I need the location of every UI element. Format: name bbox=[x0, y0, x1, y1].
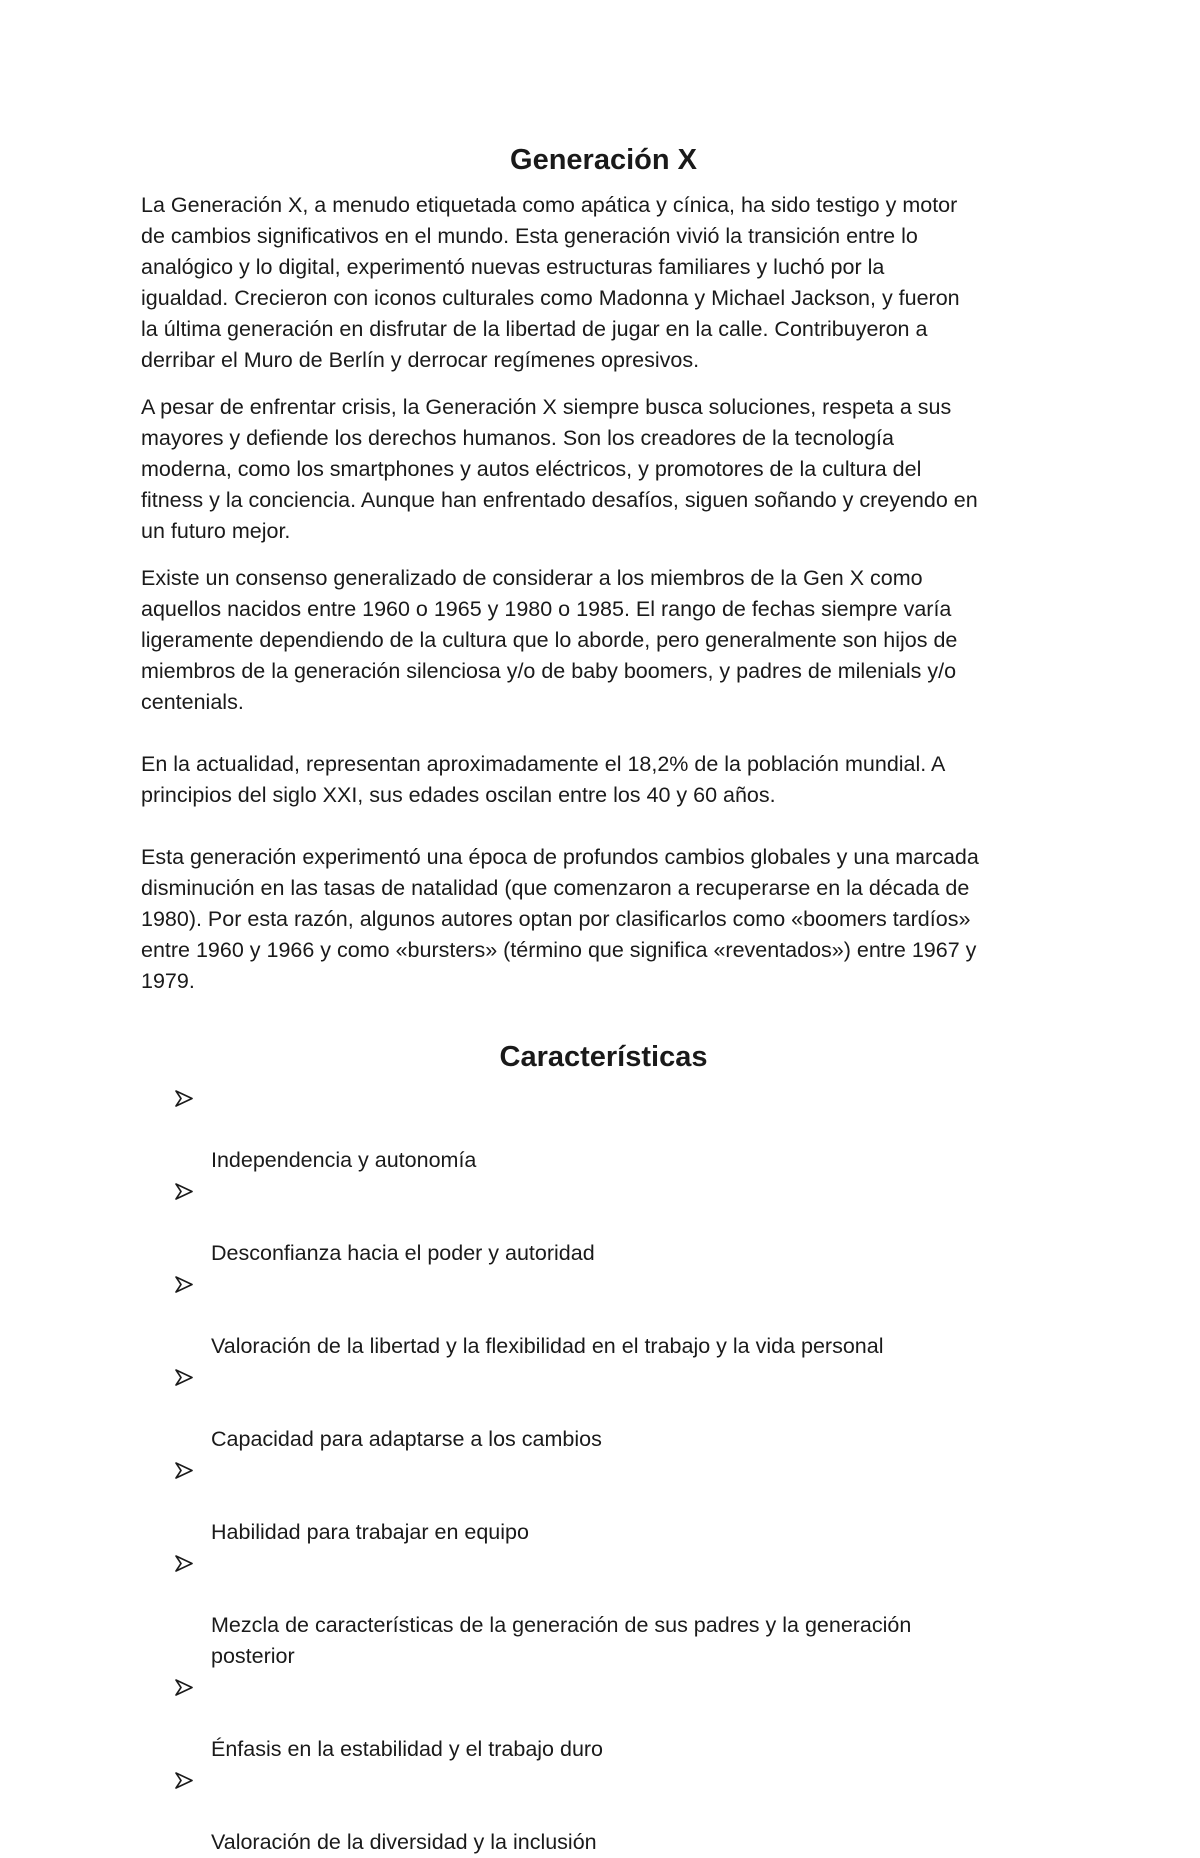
document-title: Generación X bbox=[510, 144, 697, 176]
list-item bbox=[175, 1362, 1066, 1455]
list-item bbox=[175, 1672, 1066, 1765]
list-item-text: Capacidad para adaptarse a los cambios bbox=[211, 1427, 602, 1451]
list-item-text: Mezcla de características de la generación de sus padres y la generación posterior bbox=[211, 1613, 912, 1668]
arrowhead-bullet-icon bbox=[175, 1679, 193, 1696]
arrowhead-bullet-icon bbox=[175, 1183, 193, 1200]
list-item-text: Énfasis en la estabilidad y el trabajo duro bbox=[211, 1737, 604, 1761]
arrowhead-bullet-icon bbox=[175, 1276, 193, 1293]
list-item-text: Valoración de la libertad y la flexibilidad en el trabajo y la vida personal bbox=[211, 1334, 884, 1358]
characteristics-heading: Características bbox=[499, 1041, 708, 1073]
list-item-text: Independencia y autonomía bbox=[211, 1148, 477, 1172]
list-item-text: Habilidad para trabajar en equipo bbox=[211, 1520, 529, 1544]
list-item bbox=[175, 1765, 1066, 1858]
list-item-text: Valoración de la diversidad y la inclusión bbox=[211, 1830, 597, 1854]
arrowhead-bullet-icon bbox=[175, 1462, 193, 1479]
arrowhead-bullet-icon bbox=[175, 1555, 193, 1572]
arrowhead-bullet-icon bbox=[175, 1090, 193, 1107]
list-item bbox=[175, 1455, 1066, 1548]
arrowhead-bullet-icon bbox=[175, 1369, 193, 1386]
list-item bbox=[175, 1176, 1066, 1269]
list-item bbox=[175, 1548, 1066, 1672]
paragraph-birth-range: Existe un consenso generalizado de considerar a los miembros de la Gen X como aquellos nacidos entre 1960 o 1965 y 1980 o 1985. El rango de fechas siempre varía ligeramente dependiendo de la cultura que lo aborde, pero generalmente son hijos de miembros de la generación silenciosa y/o de baby boomers, y padres de milenials y/o centenials. bbox=[141, 566, 958, 714]
arrowhead-bullet-icon bbox=[175, 1772, 193, 1789]
list-item-text: Desconfianza hacia el poder y autoridad bbox=[211, 1241, 595, 1265]
paragraph-intro: La Generación X, a menudo etiquetada como apática y cínica, ha sido testigo y motor de cambios significativos en el mundo. Esta generación vivió la transición entre lo analógico y lo digital, experimentó nuevas estructuras familiares y luchó por la igualdad. Crecieron con iconos culturales como Madonna y Michael Jackson, y fueron la última generación en disfrutar de la libertad de jugar en la calle. Contribuyeron a derribar el Muro de Berlín y derrocar regímenes opresivos. bbox=[141, 193, 960, 372]
paragraph-population: En la actualidad, representan aproximadamente el 18,2% de la población mundial. A principios del siglo XXI, sus edades oscilan entre los 40 y 60 años. bbox=[141, 752, 946, 807]
document-body bbox=[141, 138, 1066, 1858]
list-item bbox=[175, 1083, 1066, 1176]
characteristics-list bbox=[141, 1083, 1066, 1858]
list-item bbox=[175, 1269, 1066, 1362]
paragraph-birth-rates: Esta generación experimentó una época de profundos cambios globales y una marcada disminución en las tasas de natalidad (que comenzaron a recuperarse en la década de 1980). Por esta razón, algunos autores optan por clasificarlos como «boomers tardíos» entre 1960 y 1966 y como «bursters» (término que significa «reventados») entre 1967 y 1979. bbox=[141, 845, 979, 993]
paragraph-crisis: A pesar de enfrentar crisis, la Generación X siempre busca soluciones, respeta a sus mayores y defiende los derechos humanos. Son los creadores de la tecnología moderna, como los smartphones y autos eléctricos, y promotores de la cultura del fitness y la conciencia. Aunque han enfrentado desafíos, siguen soñando y creyendo en un futuro mejor. bbox=[141, 395, 978, 543]
